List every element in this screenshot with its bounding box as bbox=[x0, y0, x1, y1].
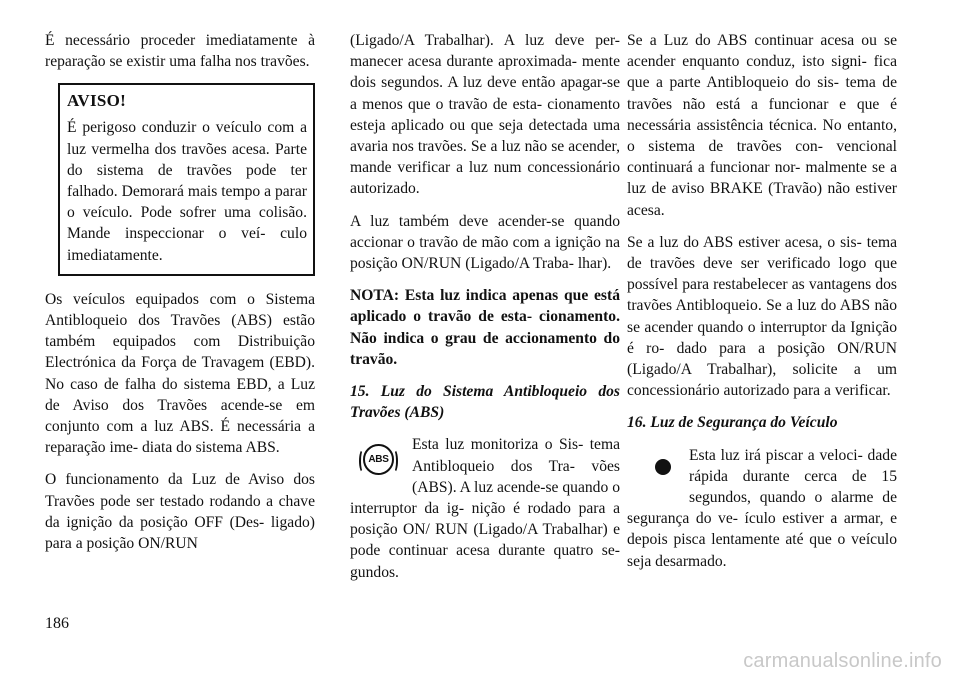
brake-light-duration-paragraph: (Ligado/A Trabalhar). A luz deve per- manecer acesa durante aproximada- mente dois segundos. A luz deve então apagar-se a menos que o travão de esta- cionamento esteja aplicado ou que seja detectada uma avaria nos travões. Se a luz não se acender, mande verificar a luz num concessionário autorizado. bbox=[350, 32, 620, 198]
abs-light-check-paragraph: Se a luz do ABS estiver acesa, o sis- tema de travões deve ser verificado logo que possível para restabelecer as vantagens dos travões Antibloqueio. Se a luz do ABS não se acender quando o interruptor da Ignição é ro- dado para a posição ON/RUN (Ligado/A Trabalhar), solicite a um concessionário autorizado para a verificar. bbox=[627, 233, 897, 400]
parking-brake-paragraph: A luz também deve acender-se quando accionar o travão de mão com a ignição na posição ON/RUN (Ligado/A Traba- lhar). bbox=[350, 212, 620, 273]
abs-icon-ring bbox=[363, 444, 394, 475]
section-16-text: Esta luz irá piscar a veloci- dade rápida durante cerca de 15 segundos, quando o alarme de segurança do ve- ículo estiver a armar, e depois pisca lentamente até que o veículo seja desarmado. bbox=[627, 446, 897, 570]
section-16-paragraph bbox=[627, 445, 897, 572]
note-paragraph: NOTA: Esta luz indica apenas que está aplicado o travão de esta- cionamento. Não indica o grau de accionamento do travão. bbox=[350, 287, 620, 368]
abs-light-on-paragraph: Se a Luz do ABS continuar acesa ou se acender enquanto conduz, isto signi- fica que a parte Antibloqueio do sis- tema de travões não está a funcionar e que é necessária assistência técnica. No entanto, o sistema de travões con- vencional continuará a funcionar nor- malmente se a luz de aviso BRAKE (Travão) não estiver acesa. bbox=[627, 32, 897, 219]
section-16-heading: 16. Luz de Segurança do Veículo bbox=[627, 414, 838, 432]
column-1 bbox=[45, 30, 315, 565]
page-number: 186 bbox=[45, 615, 69, 632]
warning-box bbox=[58, 83, 315, 275]
brake-light-test-paragraph: O funcionamento da Luz de Aviso dos Travões pode ser testado rodando a chave da ignição da posição OFF (Des- ligado) para a posição ON/RUN bbox=[45, 471, 315, 553]
warning-text: É perigoso conduzir o veículo com a luz vermelha dos travões acesa. Parte do sistema de travões pode ter falhado. Demorará mais tempo a parar o veículo. Pode sofrer uma colisão. Mande inspeccionar o veí- culo imediatamente. bbox=[67, 119, 307, 264]
abs-warning-icon bbox=[350, 434, 405, 492]
abs-icon-label: ABS bbox=[368, 454, 389, 466]
warning-title: AVISO! bbox=[67, 91, 127, 111]
security-light-icon bbox=[627, 445, 682, 503]
security-dot-icon bbox=[655, 459, 671, 475]
column-3 bbox=[627, 30, 897, 583]
section-15-text: Esta luz monitoriza o Sis- tema Antibloqueio dos Tra- vões (ABS). A luz acende-se quando o interruptor da ig- nição é rodado para a posição ON/ RUN (Ligado/A Trabalhar) e pode continuar acesa durante quatro se- gundos. bbox=[350, 436, 620, 581]
section-15-paragraph bbox=[350, 434, 620, 582]
column-2 bbox=[350, 30, 620, 594]
intro-paragraph: É necessário proceder imediatamente à reparação se existir uma falha nos travões. bbox=[45, 32, 315, 71]
watermark: carmanualsonline.info bbox=[743, 650, 942, 672]
ebd-paragraph: Os veículos equipados com o Sistema Antibloqueio dos Travões (ABS) estão também equipados com Distribuição Electrónica da Força de Travagem (EBD). No caso de falha do sistema EBD, a Luz de Aviso dos Travões acende-se em conjunto com a luz ABS. É necessária a reparação ime- diata do sistema ABS. bbox=[45, 290, 315, 457]
section-15-heading: 15. Luz do Sistema Antibloqueio dos Travões (ABS) bbox=[350, 383, 620, 422]
